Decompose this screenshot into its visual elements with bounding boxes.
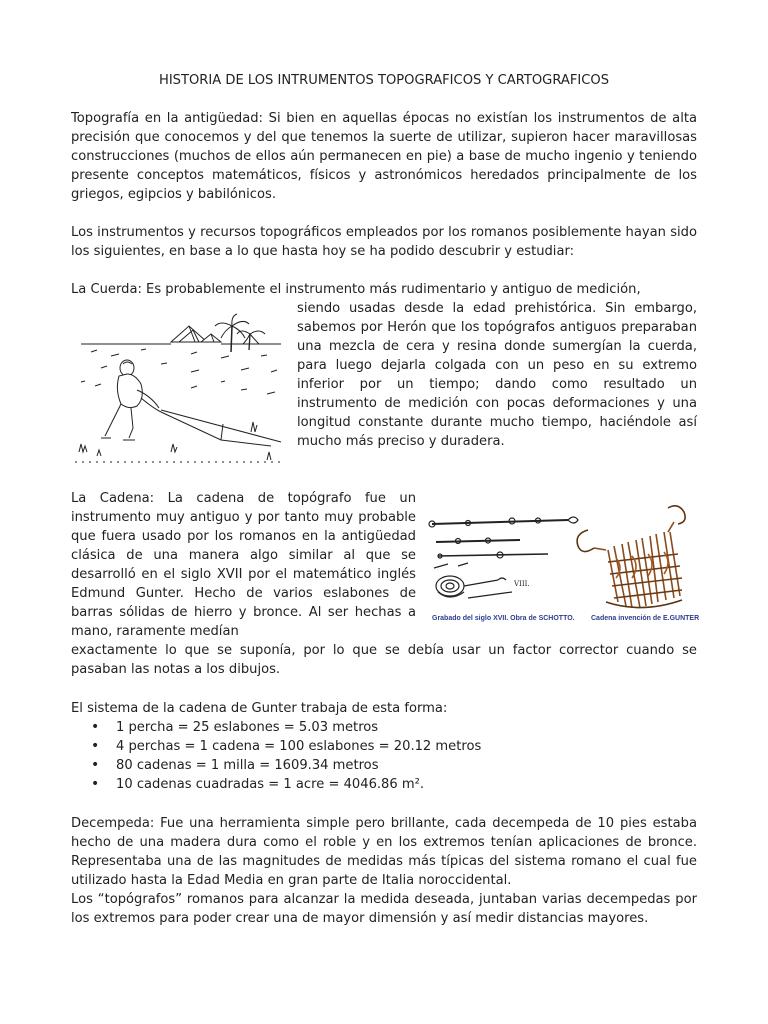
list-item: • 10 cadenas cuadradas = 1 acre = 4046.86 m². — [71, 775, 481, 794]
gunter-bullet-list — [71, 718, 481, 794]
paragraph-romanos: Los instrumentos y recursos topográficos empleados por los romanos posiblemente hayan sido los siguientes, en base a lo que hasta hoy se ha podido descubrir y estudiar: — [71, 225, 697, 259]
paragraph-cuerda-first-line: La Cuerda: Es probablemente el instrumento más rudimentario y antiguo de medición, — [71, 282, 641, 297]
paragraph-gunter-intro: El sistema de la cadena de Gunter trabaja de esta forma: — [71, 701, 448, 716]
paragraph-cuerda-body: siendo usadas desde la edad prehistórica. Sin embargo, sabemos por Herón que los topógrafos antiguos preparaban una mezcla de cera y resina donde sumergían la cuerda, para luego dejarla colgada con un peso en su extremo inferior por un tiempo; dando como resultado un instrumento de medición con pocas deformaciones y una longitud constante durante mucho tiempo, haciéndole así mucho más preciso y duradera. — [297, 301, 697, 449]
paragraph-intro: Topografía en la antigüedad: Si bien en aquellas épocas no existían los instrumentos de alta precisión que conocemos y del que tenemos la suerte de utilizar, supieron hacer maravillosas construcciones (muchos de ellos aún permanecen en pie) a base de mucho ingenio y teniendo presente conceptos matemáticos, físicos y astronómicos heredados principalmente de los griegos, egipcios y babilónicos. — [71, 111, 697, 202]
paragraph-topografos: Los “topógrafos” romanos para alcanzar la medida deseada, juntaban varias decempedas por los extremos para poder crear una de mayor dimensión y así medir distancias mayores. — [71, 892, 697, 926]
rope-surveyor-drawing — [71, 312, 289, 464]
caption-gunter: Cadena invención de E.GUNTER — [591, 615, 700, 622]
caption-schotto: Grabado del siglo XVII. Obra de SCHOTTO. — [432, 615, 575, 622]
chain-engraving-and-photo — [428, 502, 698, 628]
document-title: HISTORIA DE LOS INTRUMENTOS TOPOGRAFICOS Y CARTOGRAFICOS — [158, 73, 610, 88]
figure-cuerda-illustration — [71, 312, 289, 464]
list-item: • 1 percha = 25 eslabones = 5.03 metros — [71, 718, 481, 737]
list-item: • 4 perchas = 1 cadena = 100 eslabones = 20.12 metros — [71, 737, 481, 756]
engraving-label-viii: VIII. — [514, 580, 530, 588]
paragraph-cadena-left: La Cadena: La cadena de topógrafo fue un instrumento muy antiguo y por tanto muy probable que fuera usado por los romanos en la antigüedad clásica de una manera algo similar al que se desarrolló en el siglo XVII por el matemático inglés Edmund Gunter. Hecho de varios eslabones de barras sólidas de hierro y bronce. Al ser hechas a mano, raramente medían — [71, 491, 416, 639]
paragraph-decempeda: Decempeda: Fue una herramienta simple pero brillante, cada decempeda de 10 pies estaba hecho de una madera dura como el roble y en los extremos tenían aplicaciones de bronce. Representaba una de las magnitudes de medidas más típicas del sistema romano el cual fue utilizado hasta la Edad Media en gran parte de Italia noroccidental. — [71, 816, 697, 888]
paragraph-cadena-rest: exactamente lo que se suponía, por lo que se debía usar un factor corrector cuando se pasaban las notas a los dibujos. — [71, 643, 697, 677]
figure-cadena-images — [428, 502, 698, 628]
list-item: • 80 cadenas = 1 milla = 1609.34 metros — [71, 756, 481, 775]
